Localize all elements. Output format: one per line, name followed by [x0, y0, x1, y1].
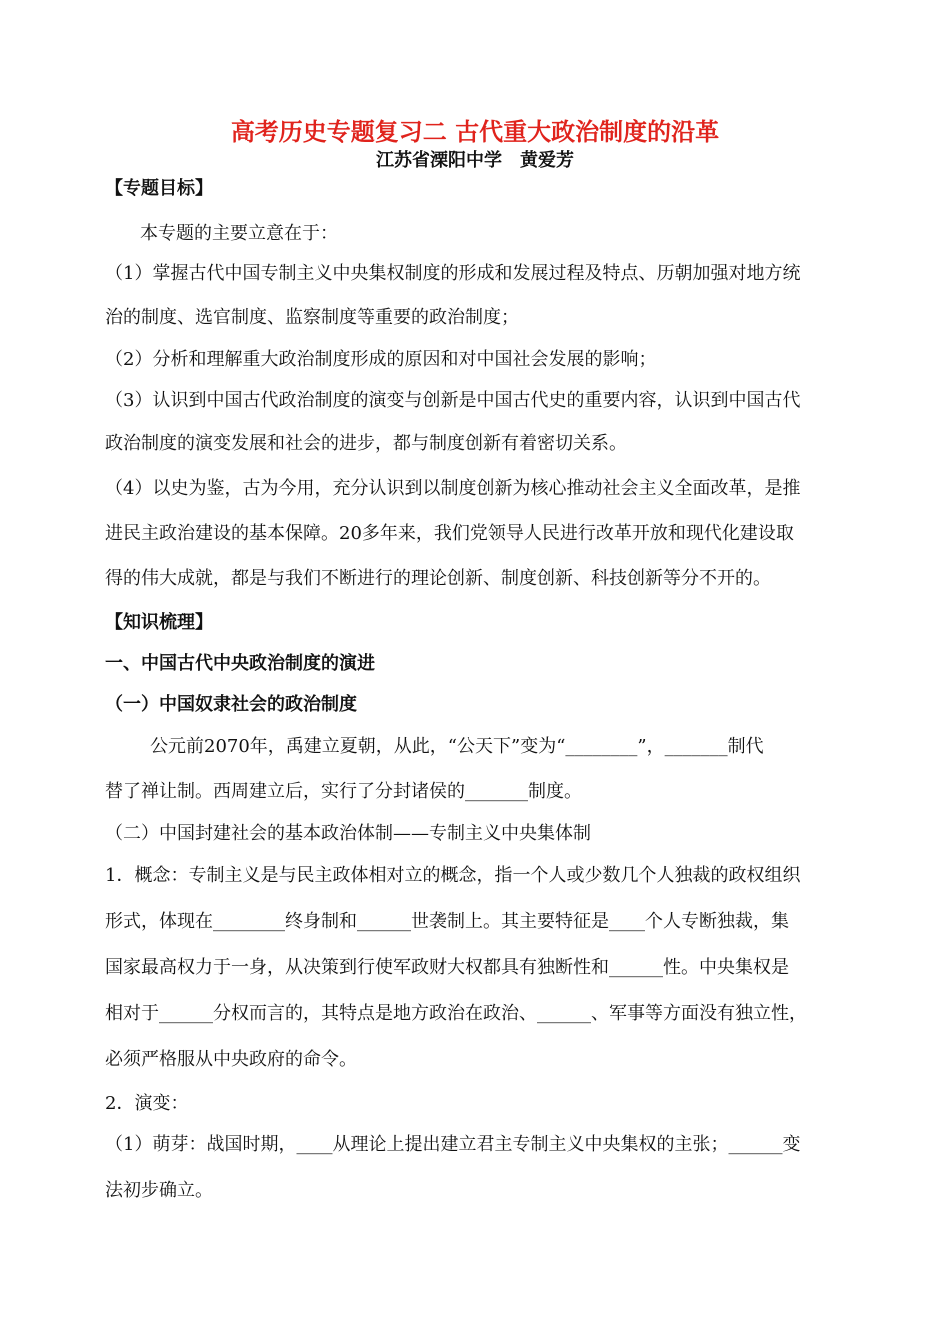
subsection-1-paragraph-line-2: 替了禅让制。西周建立后，实行了分封诸侯的_______制度。 — [105, 781, 582, 802]
concept-line-5: 必须严格服从中央政府的命令。 — [105, 1049, 357, 1070]
knowledge-heading: 【知识梳理】 — [105, 612, 213, 633]
subsection-1-heading: （一）中国奴隶社会的政治制度 — [105, 694, 357, 715]
goal-4-line-1: （4）以史为鉴，古为今用，充分认识到以制度创新为核心推动社会主义全面改革，是推 — [105, 478, 801, 499]
concept-line-2: 形式，体现在________终身制和______世袭制上。其主要特征是____个人专断独裁，集 — [105, 911, 789, 932]
part-1-heading: 一、中国古代中央政治制度的演进 — [105, 653, 375, 674]
intro-line: 本专题的主要立意在于： — [140, 223, 338, 244]
goal-4-line-3: 得的伟大成就，都是与我们不断进行的理论创新、制度创新、科技创新等分不开的。 — [105, 568, 771, 589]
concept-line-3: 国家最高权力于一身，从决策到行使军政财大权都具有独断性和______性。中央集权是 — [105, 957, 789, 978]
goal-1-line-1: （1）掌握古代中国专制主义中央集权制度的形成和发展过程及特点、历朝加强对地方统 — [105, 263, 801, 284]
goal-3-line-1: （3）认识到中国古代政治制度的演变与创新是中国古代史的重要内容，认识到中国古代 — [105, 390, 801, 411]
document-author: 江苏省溧阳中学 黄爱芳 — [376, 150, 574, 171]
evolve-1-line-2: 法初步确立。 — [105, 1180, 213, 1201]
concept-line-1: 1．概念：专制主义是与民主政体相对立的概念，指一个人或少数几个人独裁的政权组织 — [105, 865, 801, 886]
evolve-1-line-1: （1）萌芽：战国时期，____从理论上提出建立君主专制主义中央集权的主张；______变 — [105, 1134, 801, 1155]
goal-heading: 【专题目标】 — [105, 178, 213, 199]
goal-3-line-2: 政治制度的演变发展和社会的进步，都与制度创新有着密切关系。 — [105, 433, 627, 454]
subsection-2-heading: （二）中国封建社会的基本政治体制——专制主义中央集体制 — [105, 823, 591, 844]
document-title: 高考历史专题复习二 古代重大政治制度的沿革 — [230, 117, 720, 146]
evolve-heading: 2．演变： — [105, 1093, 189, 1114]
concept-line-4: 相对于______分权而言的，其特点是地方政治在政治、______、军事等方面没有独立性， — [105, 1003, 807, 1024]
subsection-1-paragraph-line-1: 公元前2070年，禹建立夏朝，从此，“公天下”变为“________”，_______制代 — [150, 736, 764, 757]
goal-1-line-2: 治的制度、选官制度、监察制度等重要的政治制度； — [105, 307, 519, 328]
goal-2-line: （2）分析和理解重大政治制度形成的原因和对中国社会发展的影响； — [105, 349, 657, 370]
goal-4-line-2: 进民主政治建设的基本保障。20多年来，我们党领导人民进行改革开放和现代化建设取 — [105, 523, 794, 544]
